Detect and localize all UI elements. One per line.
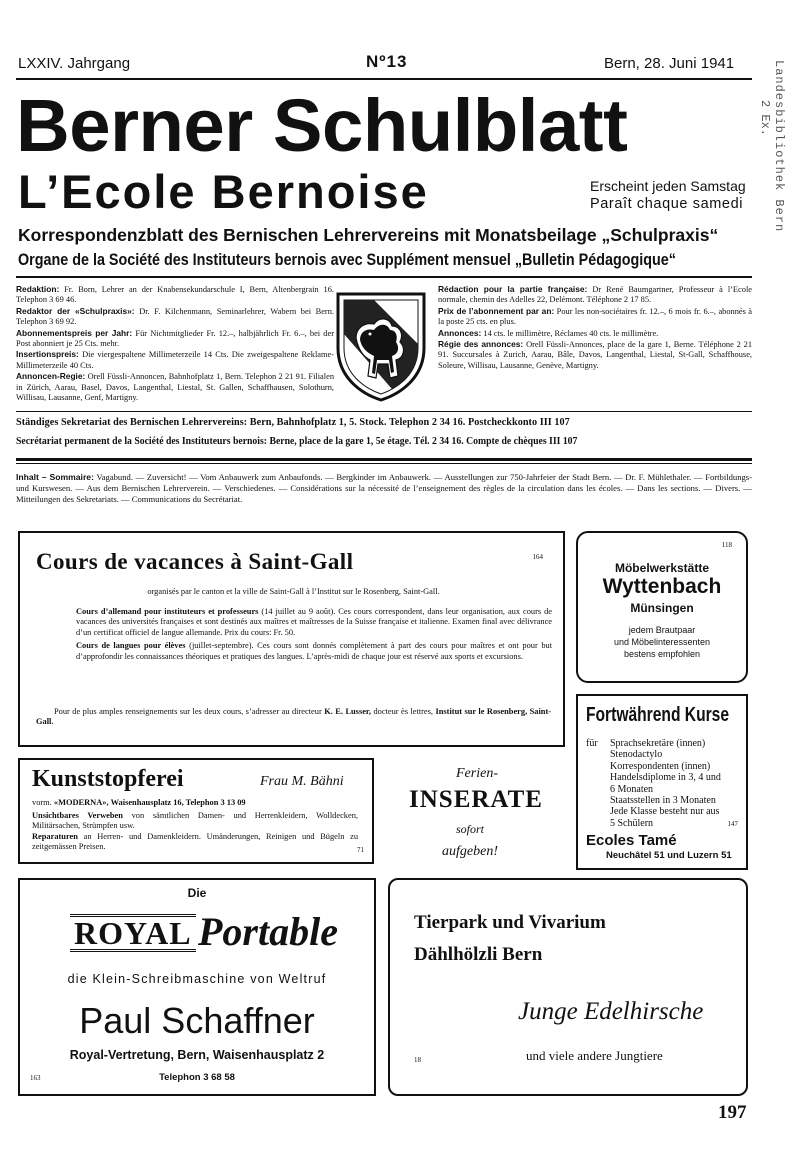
header-rule — [16, 78, 752, 80]
contents-label: Inhalt – Sommaire: — [16, 472, 94, 482]
kurse-title: Fortwährend Kurse — [586, 704, 730, 726]
title-de: Berner Schulblatt — [16, 84, 628, 167]
ad-body: Cours d’allemand pour instituteurs et professeurs (14 juillet au 9 août). Ces cours correspondent, dans leur organisation, aux cours de vacances des universités françaises et sont destinés aux maîtres et maîtresses de la Suisse française et italienne. Examen final avec délivrance d’un certificat officiel de langue allemande. Prix du cours: Fr. 50. Cours de langues pour élèves (juillet-septembre). Ces cours sont donnés complètement à part des cours pour maîtres et ont pour but d’approfondir les connaissances théoriques et pratiques des langues. L’après-midi de chaque jour est réservé aux sports et excursions. — [76, 607, 553, 661]
masthead-left: Redaktion: Fr. Born, Lehrer an der Knabensekundarschule I, Bern, Altenbergrain 16. Telephon 3 69 46. Redaktor der «Schulpraxis»: Dr. F. Kilchenmann, Seminarlehrer, Wabern bei Bern. Telephon 3 69 92. Abonnementspreis per Jahr: Für Nichtmitglieder Fr. 12.–, halbjährlich Fr. 6.–, bei der Post abonniert je 25 Cts. mehr. Insertionspreis: Die viergespaltene Millimeterzeile 14 Cts. Die zweigespaltene Reklame-Millimeterzeile 40 Cts. Annoncen-Regie: Orell Füssli-Annoncen, Bahnhofplatz 1, Bern. Telephon 2 21 91. Filialen in Zürich, Aarau, Basel, Davos, Langenthal, Liestal, St. Gallen, Schaffhausen, Solothurn, Willisau, Lausanne, Genf, Martigny. — [16, 284, 335, 403]
royal-brand: ROYAL — [70, 914, 196, 952]
title-fr: L’Ecole Bernoise — [18, 165, 429, 218]
bern-coat-of-arms — [334, 290, 428, 402]
ad-title: Cours de vacances à Saint-Gall — [36, 549, 354, 574]
masthead-rule — [16, 411, 752, 412]
ad-number: 164 — [532, 553, 543, 561]
stamp-copies: 2 Ex. — [758, 100, 772, 137]
ad-intro: organisés par le canton et la ville de Saint-Gall à l’Institut sur le Rosenberg, Saint-Gall. — [147, 587, 440, 596]
contents-text: Vagabund. — Zuversicht! — Vom Anbauwerk zum Anbaufonds. — Bergkinder im Anbauwerk. — Ausstellungen zur 750-Jahrfeier der Stadt Bern. — Dr. F. Mühlethaler. — Fortbildungs- und Kurswesen. — Aus dem Bernischen Lehrerverein. — Verschiedenes. — Considérations sur la nécessité de l’enseignement des règles de la circulation dans les écoles. — Dans les sections. — Divers. — Mitteilungen des Sekretariats. — Communications du Secrétariat. — [16, 472, 752, 504]
royal-model: Portable — [198, 909, 338, 954]
kurse-list: Sprachsekretäre (innen) Stenodactylo Korrespondenten (innen) Handelsdiplome in 3, 4 und 6 Monaten Staatsstellen in 3 Monaten Jede Klasse besteht nur aus 5 Schülern — [610, 738, 721, 829]
ad-tierpark: Tierpark und Vivarium Dählhölzli Bern Junge Edelhirsche 18 und viele andere Jungtiere — [388, 878, 748, 1096]
issue-number: Nº13 — [366, 52, 408, 71]
ad-ferien-inserate: Ferien- INSERATE sofort aufgeben! — [409, 766, 543, 859]
subtitle-fr: Organe de la Société des Instituteurs bernois avec Supplément mensuel „Bulletin Pédagogique“ — [18, 250, 676, 269]
subtitle-rule — [16, 276, 752, 278]
ad-royal-portable: Die ROYAL Portable die Klein-Schreibmaschine von Weltruf Paul Schaffner Royal-Vertretung, Bern, Waisenhausplatz 2 163 Telephon 3 68 58 — [18, 878, 376, 1096]
place-date: Bern, 28. Juni 1941 — [604, 55, 735, 72]
ad-kunststopferei: Kunststopferei Frau M. Bähni vorm. «MODERNA», Waisenhausplatz 16, Telephon 3 13 09 Unsichtbares Verweben von sämtlichen Damen- und Herrenkleidern, Wolldecken, Militärsachen, Strümpfen usw. Reparaturen an Herren- und Damenkleidern. Umänderungen, Reinigen und Bügeln zu zeitgemässen Preisen. 71 — [18, 758, 374, 864]
masthead-right: Rédaction pour la partie française: Dr René Baumgartner, Professeur à l’Ecole normale, chemin des Adelles 22, Delémont. Téléphone 2 17 85. Prix de l’abonnement par an: Pour les non-sociétaires fr. 12.–, 6 mois fr. 6.–, abonnés à la poste 25 cts. en plus. Annonces: 14 cts. le millimètre, Réclames 40 cts. le millimètre. Régie des annonces: Orell Füssli-Annonces, place de la gare 1, Berne. Téléphone 2 21 91. Succursales à Zurich, Aarau, Bâle, Davos, Langenthal, Liestal, St-Gall, Schaffhouse, Soleure, Willisau, Lausanne, Genève, Martigny. — [438, 284, 753, 370]
secretariat-rule-2 — [16, 463, 752, 464]
ad-outro: Pour de plus amples renseignements sur les deux cours, s’adresser au directeur K. E. Lusser, docteur ès lettres, Institut sur le Rosenberg, Saint-Gall. — [36, 707, 552, 727]
secretariat-fr: Secrétariat permanent de la Société des Instituteurs bernois: Berne, place de la gare 1, 5e étage. Tél. 2 34 16. Compte de chèques III 107 — [16, 436, 578, 447]
schedule-de: Erscheint jeden Samstag — [590, 178, 746, 194]
table-of-contents — [16, 472, 752, 505]
volume: LXXIV. Jahrgang — [18, 55, 131, 72]
stamp-text: Landesbibliothek Bern — [772, 60, 786, 233]
subtitle-de: Korrespondenzblatt des Bernischen Lehrervereins mit Monatsbeilage „Schulpraxis“ — [18, 225, 719, 245]
secretariat-de: Ständiges Sekretariat des Bernischen Lehrervereins: Bern, Bahnhofplatz 1, 5. Stock. Telephon 2 34 16. Postcheckkonto III 107 — [16, 417, 570, 428]
secretariat-rule — [16, 458, 752, 461]
ad-ecoles-tame: Fortwährend Kurse für Sprachsekretäre (innen) Stenodactylo Korrespondenten (innen) Handelsdiplome in 3, 4 und 6 Monaten Staatsstellen in 3 Monaten Jede Klasse besteht nur aus 5 Schülern 147 Ecoles Tamé Neuchâtel 51 und Luzern 51 — [576, 694, 748, 870]
schedule-fr: Paraît chaque samedi — [590, 196, 744, 212]
ad-cours-vacances — [18, 531, 565, 747]
library-stamp — [758, 60, 796, 420]
ad-moebelwerkstaette: 118 Möbelwerkstätte Wyttenbach Münsingen jedem Brautpaar und Möbelinteressenten bestens empfohlen — [576, 531, 748, 683]
page-number: 197 — [718, 1102, 747, 1123]
